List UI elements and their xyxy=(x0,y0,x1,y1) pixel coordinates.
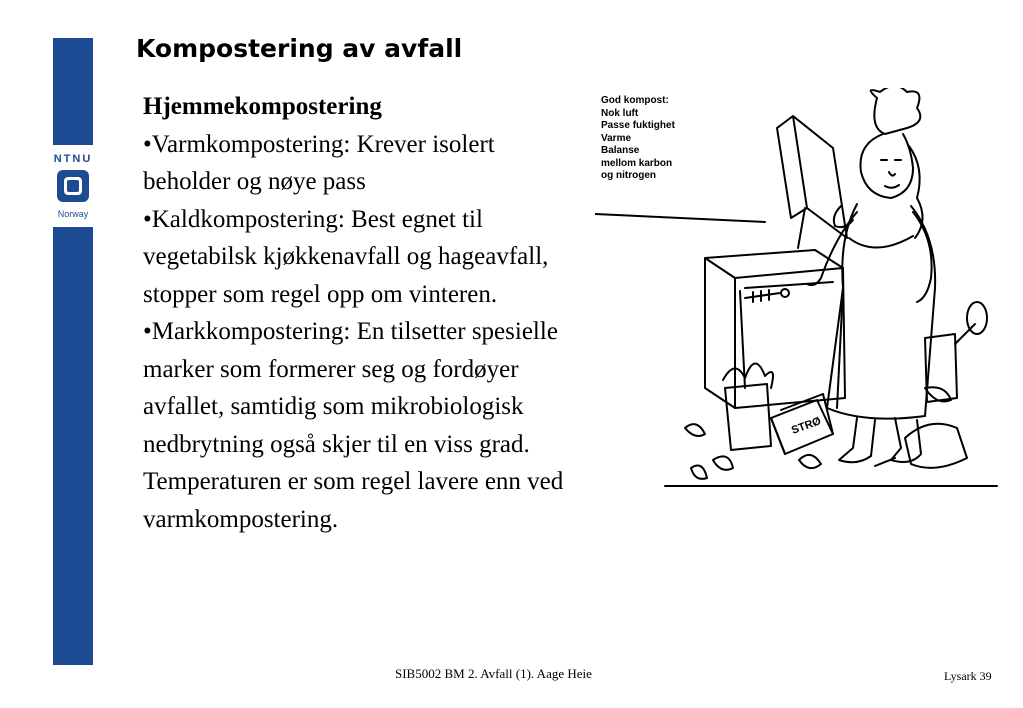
caption-line: Balanse xyxy=(601,145,640,156)
caption-line: Nok luft xyxy=(601,107,639,119)
footer-course: SIB5002 BM 2. Avfall (1). Aage Heie xyxy=(395,666,592,681)
caption-line: God kompost: xyxy=(601,95,669,106)
caption-line: mellom karbon xyxy=(601,157,673,169)
section-subheading: Hjemmekompostering xyxy=(143,93,382,120)
logo-country: Norway xyxy=(57,209,89,219)
caption-line: Passe fuktighet xyxy=(601,120,675,131)
slide-body xyxy=(143,88,588,538)
bullet-markkompostering: •Markkompostering: En tilsetter spesielle marker som formerer seg og fordøyer avfallet, samtidig som mikrobiologisk nedbrytning også skjer til en viss grad. Temperaturen er som regel lavere enn ved varmkompostering. xyxy=(143,318,564,533)
footer-page-number: Lysark 39 xyxy=(944,669,992,683)
bullet-kaldkompostering: •Kaldkompostering: Best egnet til vegetabilsk kjøkkenavfall og hageavfall, stopper som regel opp om vinteren. xyxy=(143,205,549,308)
compost-caption xyxy=(601,95,675,183)
box-label: STRØ xyxy=(789,415,823,437)
caption-line: og nitrogen xyxy=(601,170,656,181)
caption-line: Varme xyxy=(601,132,632,144)
page-title: Kompostering av avfall xyxy=(136,34,463,63)
bullet-varmkompostering: •Varmkompostering: Krever isolert beholder og nøye pass xyxy=(143,130,495,195)
ntnu-logo-icon xyxy=(55,168,91,204)
sidebar-band xyxy=(53,38,93,665)
logo-letters: NTNU xyxy=(53,153,93,165)
